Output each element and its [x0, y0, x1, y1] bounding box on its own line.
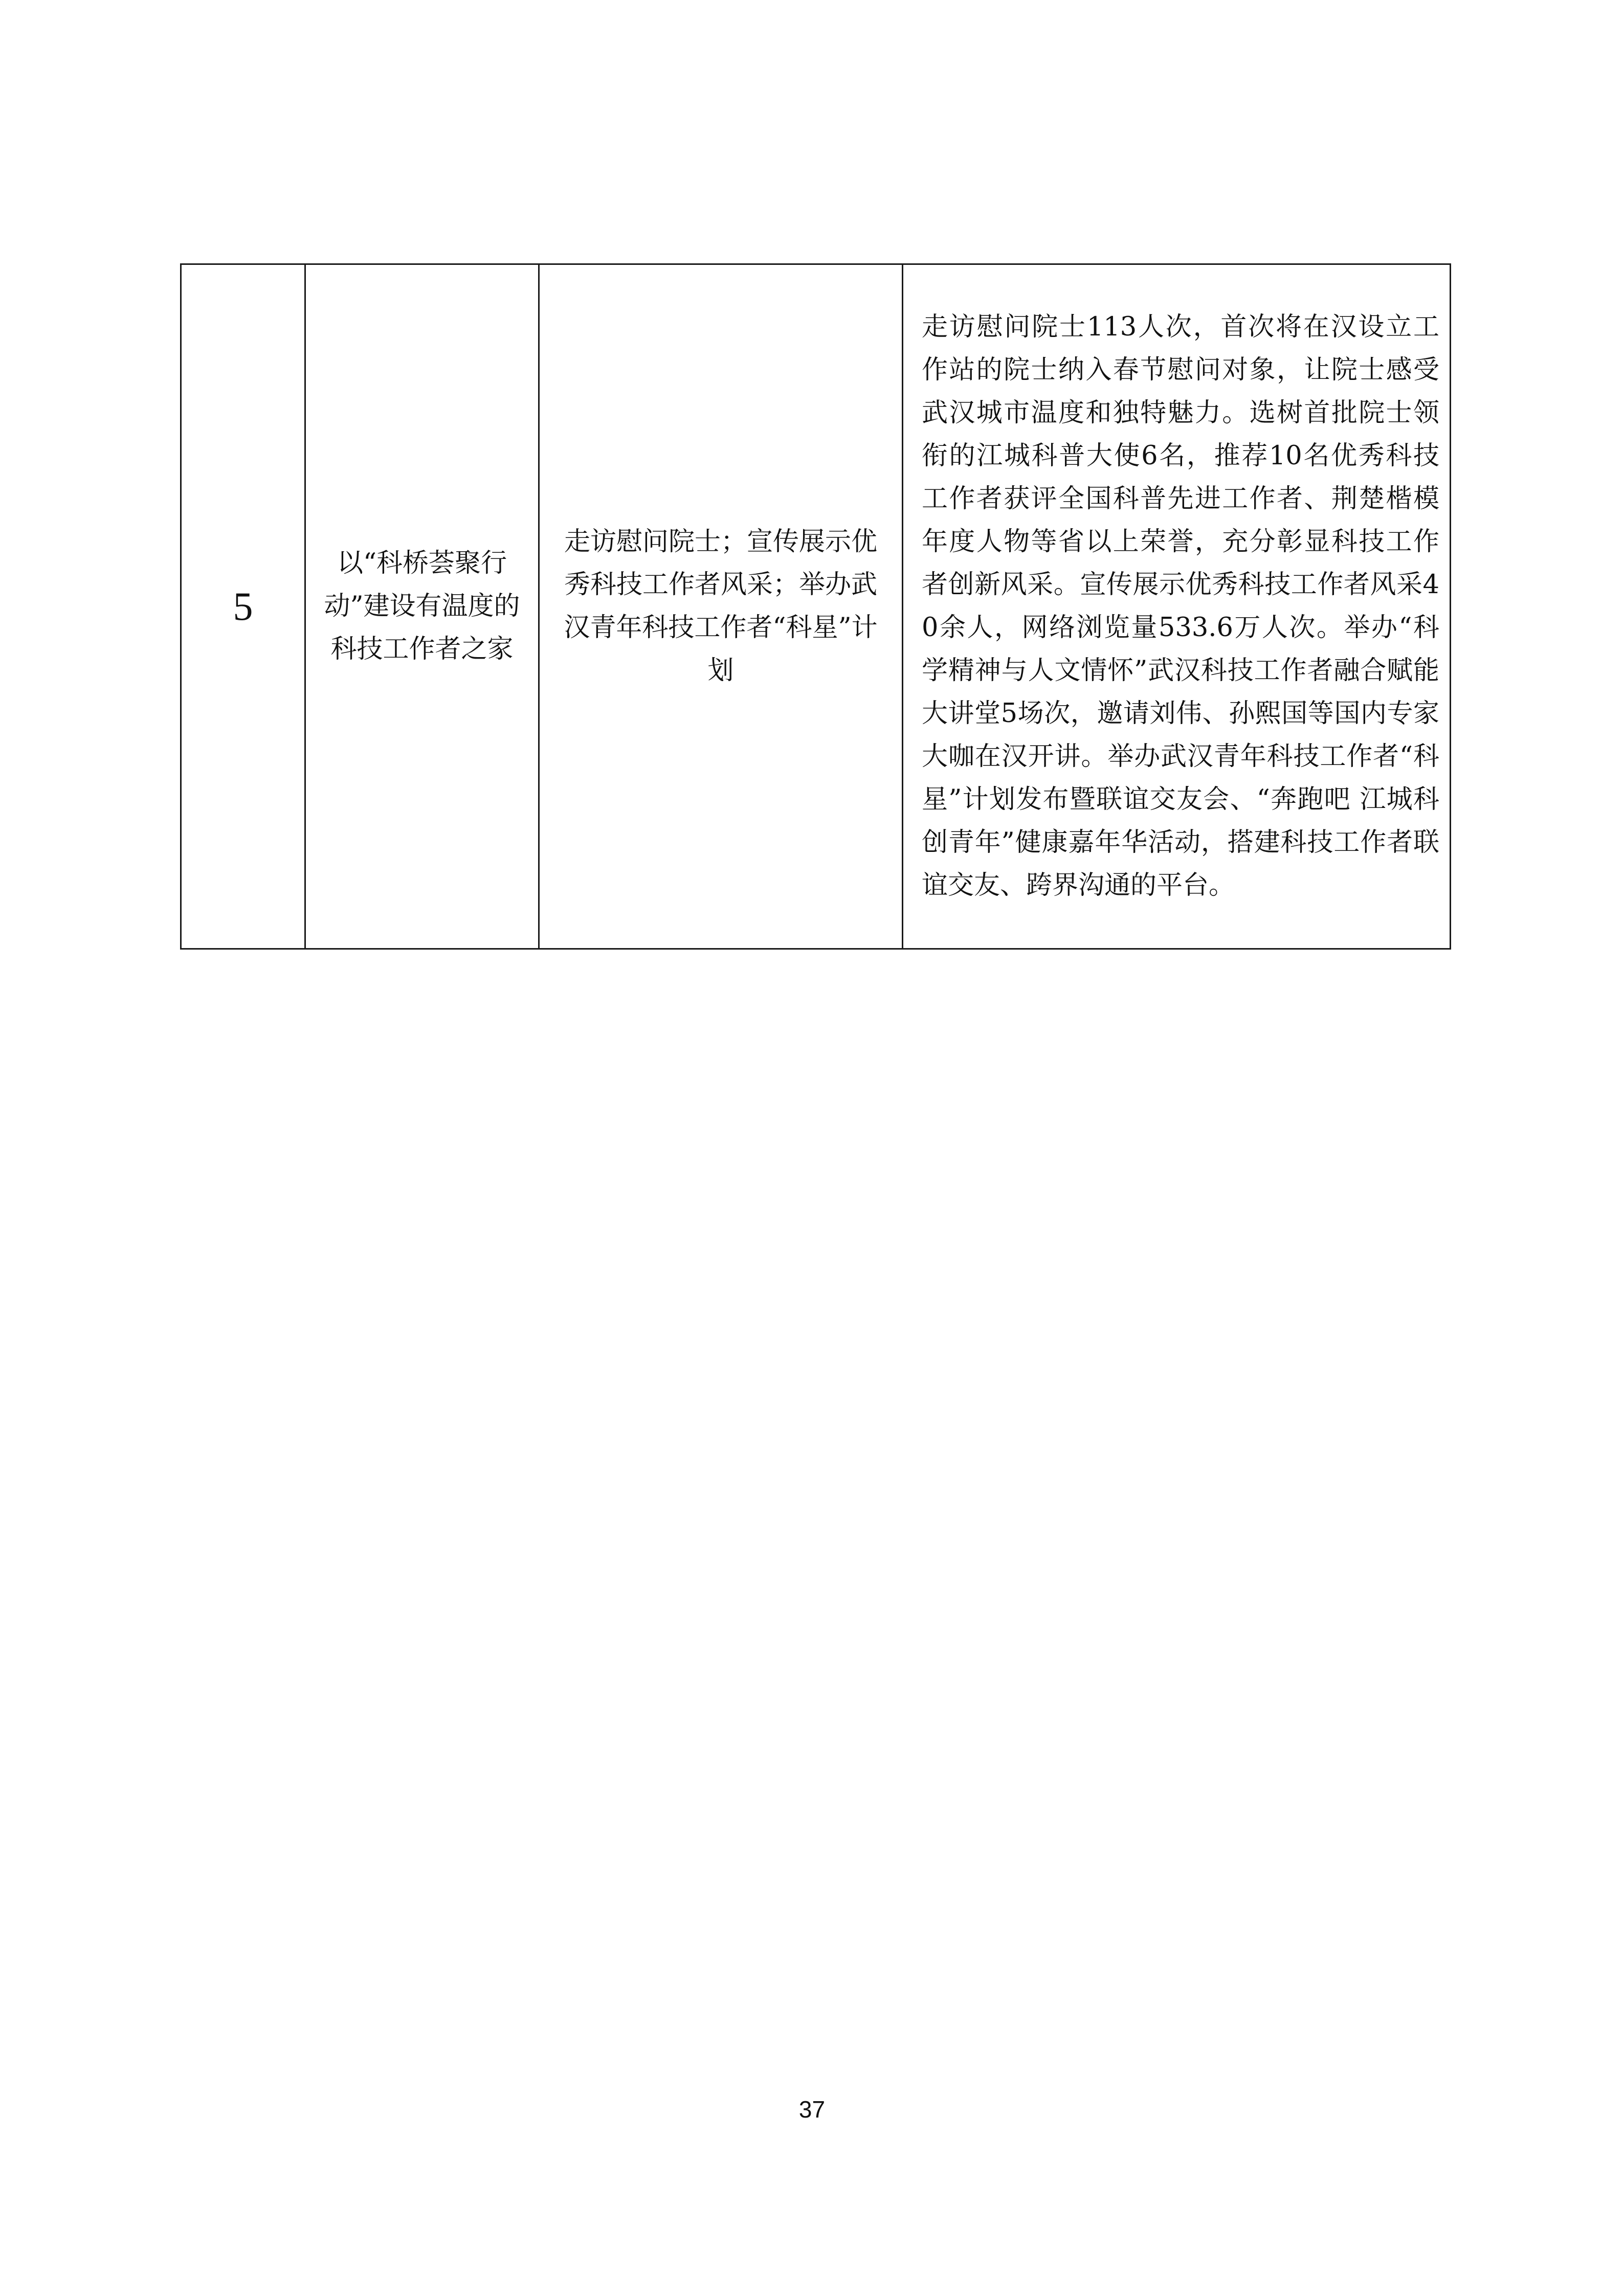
task-cell: [305, 264, 539, 949]
row-number-cell: [181, 264, 305, 949]
row-number: 5: [233, 584, 253, 628]
task-text: 以“科桥荟聚行动”建设有温度的科技工作者之家: [324, 548, 520, 664]
measures-cell: [539, 264, 903, 949]
results-cell: [903, 264, 1451, 949]
summary-table: [180, 263, 1451, 950]
page-number: 37: [798, 2096, 826, 2123]
table-row: [181, 264, 1451, 949]
results-text: 走访慰问院士113人次，首次将在汉设立工作站的院士纳入春节慰问对象，让院士感受武汉城市温度和独特魅力。选树首批院士领衔的江城科普大使6名，推荐10名优秀科技工作者获评全国科普先进工作者、荆楚楷模年度人物等省以上荣誉，充分彰显科技工作者创新风采。宣传展示优秀科技工作者风采40余人，网络浏览量533.6万人次。举办“科学精神与人文情怀”武汉科技工作者融合赋能大讲堂5场次，邀请刘伟、孙熙国等国内专家大咖在汉开讲。举办武汉青年科技工作者“科星”计划发布暨联谊交友会、“奔跑吧 江城科创青年”健康嘉年华活动，搭建科技工作者联谊交友、跨界沟通的平台。: [922, 312, 1439, 901]
measures-text: 走访慰问院士；宣传展示优秀科技工作者风采；举办武汉青年科技工作者“科星”计划: [564, 527, 878, 686]
